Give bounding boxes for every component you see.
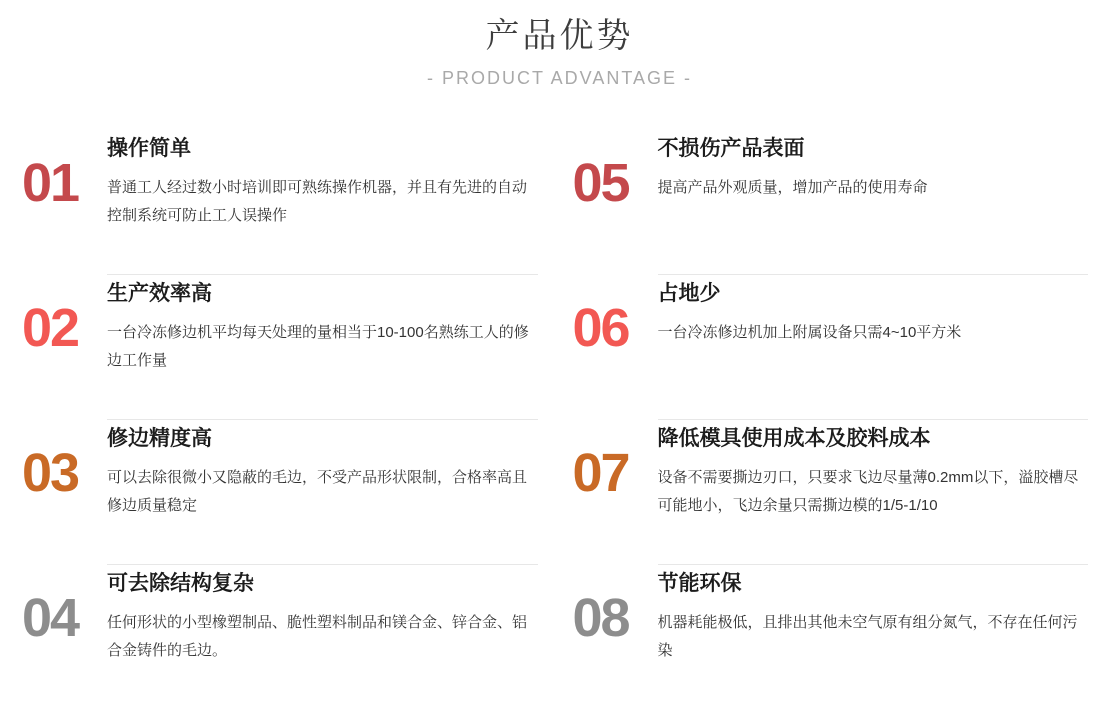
advantage-content — [107, 130, 538, 275]
advantage-description: 提高产品外观质量，增加产品的使用寿命 — [657, 179, 928, 197]
advantage-item — [573, 420, 1089, 565]
advantage-number: 05 — [572, 152, 629, 213]
advantage-description: 任何形状的小型橡塑制品、脆性塑料制品和镁合金、锌合金、铝合金铸件的毛边。 — [107, 614, 528, 660]
advantage-item — [22, 420, 538, 565]
advantages-left-column — [22, 130, 538, 710]
advantage-title: 降低模具使用成本及胶料成本 — [657, 426, 931, 450]
advantage-title: 可去除结构复杂 — [107, 571, 254, 595]
advantage-content — [658, 565, 1089, 710]
advantage-item — [22, 565, 538, 710]
advantage-content — [658, 275, 1089, 420]
section-header — [0, 0, 1119, 90]
advantage-description: 可以去除很微小又隐蔽的毛边，不受产品形状限制，合格率高且修边质量稳定 — [107, 469, 528, 515]
advantage-description: 普通工人经过数小时培训即可熟练操作机器，并且有先进的自动控制系统可防止工人误操作 — [107, 179, 528, 225]
advantage-title: 操作简单 — [107, 136, 191, 160]
advantage-title: 节能环保 — [657, 571, 742, 595]
advantage-number: 07 — [572, 442, 629, 503]
advantage-item — [22, 130, 538, 275]
advantage-content — [658, 130, 1089, 275]
advantages-grid — [0, 130, 1119, 710]
advantage-content — [107, 565, 538, 710]
advantage-content — [107, 275, 538, 420]
advantage-description: 机器耗能极低，且排出其他未空气原有组分氮气，不存在任何污染 — [657, 614, 1078, 660]
advantage-number: 06 — [572, 297, 629, 358]
advantage-description: 设备不需要撕边刃口，只要求飞边尽量薄0.2mm以下，溢胶槽尽可能地小，飞边余量只需撕边模的1/5-1/10 — [657, 469, 1079, 515]
advantages-right-column — [573, 130, 1089, 710]
advantage-item — [573, 275, 1089, 420]
page-subtitle: - PRODUCT ADVANTAGE - — [426, 68, 693, 89]
advantage-title: 生产效率高 — [107, 281, 212, 305]
advantage-item — [22, 275, 538, 420]
advantage-title: 占地少 — [657, 281, 721, 305]
advantage-number: 08 — [572, 587, 629, 648]
advantage-content — [658, 420, 1089, 565]
advantage-number: 02 — [22, 297, 79, 358]
advantage-number: 03 — [22, 442, 79, 503]
advantage-item — [573, 565, 1089, 710]
advantage-number: 01 — [22, 152, 79, 213]
advantage-description: 一台冷冻修边机加上附属设备只需4~10平方米 — [657, 324, 962, 342]
page-title: 产品优势 — [485, 17, 634, 55]
advantage-description: 一台冷冻修边机平均每天处理的量相当于10-100名熟练工人的修边工作量 — [107, 324, 529, 370]
advantage-number: 04 — [22, 587, 79, 648]
advantage-title: 修边精度高 — [107, 426, 212, 450]
advantage-title: 不损伤产品表面 — [657, 136, 805, 160]
advantage-item — [573, 130, 1089, 275]
advantage-content — [107, 420, 538, 565]
